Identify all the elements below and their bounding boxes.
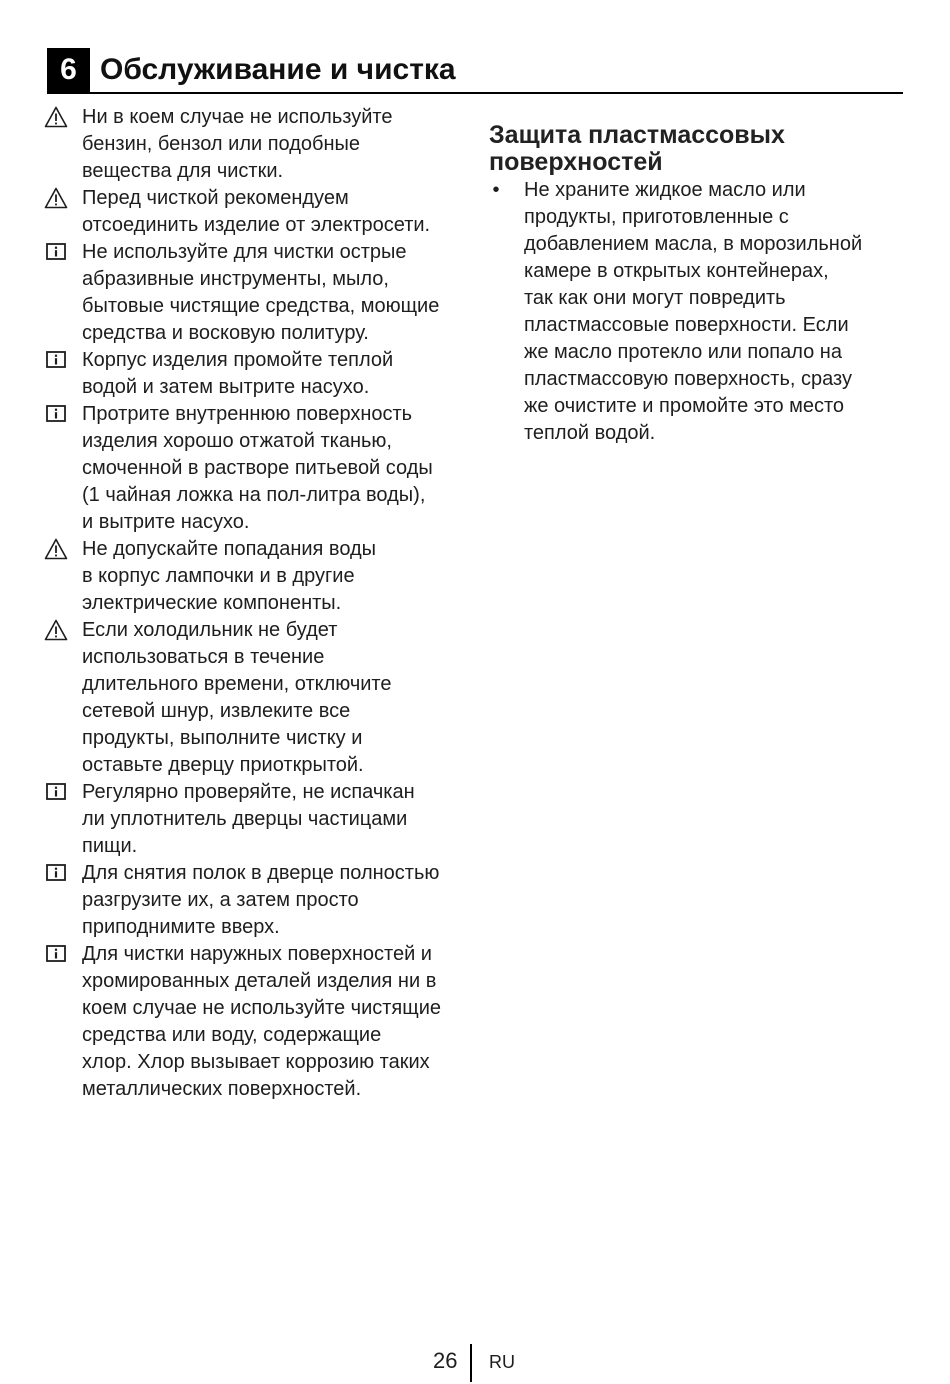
page-number: 26 (433, 1348, 458, 1373)
info-icon (44, 241, 68, 263)
note-text: Корпус изделия промойте теплой водой и затем вытрите насухо. (82, 349, 394, 398)
info-icon (44, 403, 68, 425)
footer-divider (470, 1344, 472, 1382)
chapter-number: 6 (47, 48, 90, 92)
list-item (44, 617, 474, 779)
info-icon (44, 862, 68, 884)
bullet-item (489, 177, 909, 447)
note-text: Протрите внутреннюю поверхность изделия хорошо отжатой тканью, смоченной в растворе питьевой соды (1 чайная ложка на пол-литра воды), и вытрите насухо. (82, 403, 433, 533)
safety-notes-list (44, 104, 474, 1103)
list-item (44, 104, 474, 185)
list-item (44, 779, 474, 860)
info-icon (44, 943, 68, 965)
info-icon (44, 349, 68, 371)
warning-icon (44, 187, 68, 209)
warning-icon (44, 538, 68, 560)
plastic-protection-section (489, 122, 909, 447)
list-item (44, 239, 474, 347)
language-code: RU (489, 1352, 515, 1372)
note-text: Не допускайте попадания воды в корпус лампочки и в другие электрические компоненты. (82, 538, 377, 614)
warning-icon (44, 619, 68, 641)
chapter-header (47, 48, 903, 94)
note-text: Регулярно проверяйте, не испачкан ли уплотнитель дверцы частицами пищи. (82, 781, 415, 857)
note-text: Перед чисткой рекомендуем отсоединить изделие от электросети. (82, 187, 431, 236)
note-text: Для снятия полок в дверце полностью разгрузите их, а затем просто приподнимите вверх. (82, 862, 440, 938)
list-item (44, 185, 474, 239)
bullet-text: Не храните жидкое масло или продукты, приготовленные с добавлением масла, в морозильной камере в открытых контейнерах, так как они могут повредить пластмассовые поверхности. Если же масло протекло или попало на пластмассовую поверхность, сразу же очистите и промойте это место теплой водой. (524, 179, 863, 444)
list-item (44, 401, 474, 536)
info-icon (44, 781, 68, 803)
section-heading: Защита пластмассовых поверхностей (489, 121, 785, 176)
note-text: Для чистки наружных поверхностей и хромированных деталей изделия ни в коем случае не используйте чистящие средства или воду, содержащие хлор. Хлор вызывает коррозию таких металлических поверхностей. (82, 943, 441, 1100)
list-item (44, 347, 474, 401)
note-text: Не используйте для чистки острые абразивные инструменты, мыло, бытовые чистящие средства, моющие средства и восковую политуру. (82, 241, 440, 344)
page-footer (0, 1344, 950, 1384)
list-item (44, 941, 474, 1103)
warning-icon (44, 106, 68, 128)
bullet-marker: • (492, 179, 500, 201)
note-text: Если холодильник не будет использоваться в течение длительного времени, отключите сетевой шнур, извлеките все продукты, выполните чистку и оставьте дверцу приоткрытой. (82, 619, 392, 776)
chapter-title: Обслуживание и чистка (100, 53, 456, 86)
list-item (44, 536, 474, 617)
note-text: Ни в коем случае не используйте бензин, бензол или подобные вещества для чистки. (82, 106, 393, 182)
list-item (44, 860, 474, 941)
